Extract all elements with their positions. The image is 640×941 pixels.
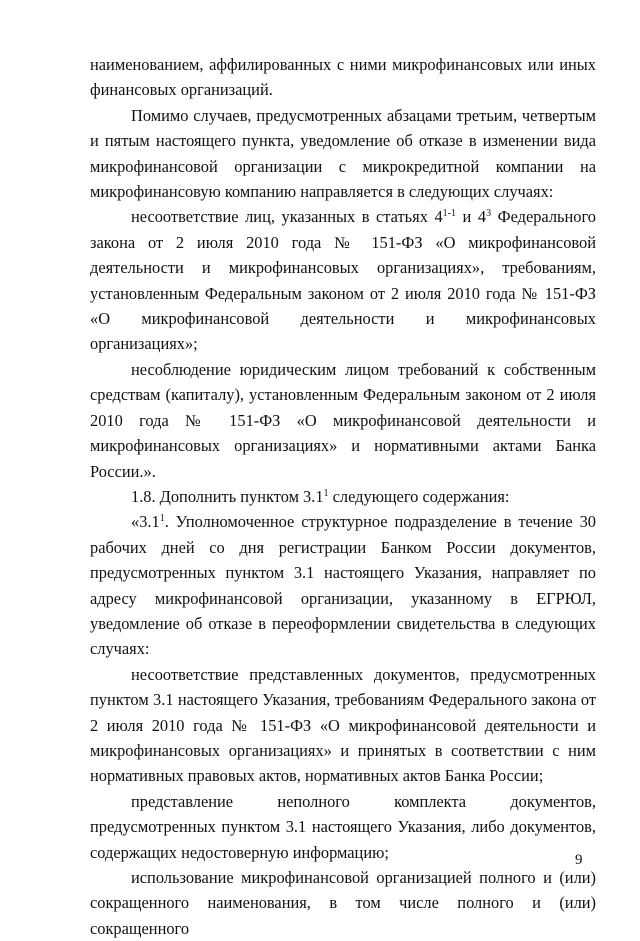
paragraph <box>90 509 596 661</box>
paragraph-text: 1.8. Дополнить пунктом 3.1 <box>131 486 324 506</box>
paragraph <box>90 484 596 509</box>
paragraph-text: . Уполномоченное структурное подразделение в течение 30 рабочих дней со дня регистрации Банком России документов, предусмотренных пунктом 3.1 настоящего Указания, направляет по адресу микрофинансовой организации, указанному в ЕГРЮЛ, уведомление об отказе в переоформлении свидетельства в следующих случаях: <box>90 512 596 659</box>
paragraph <box>90 204 596 356</box>
paragraph-text: несоответствие лиц, указанных в статьях 4 <box>131 207 443 227</box>
paragraph <box>90 789 596 865</box>
superscript: 1-1 <box>442 208 456 220</box>
paragraph-text: несоблюдение юридическим лицом требований к собственным средствам (капиталу), установленным Федеральным законом от 2 июля 2010 года № 151-ФЗ «О микрофинансовой деятельности и микрофинансовых организациях» и нормативными актами Банка России.». <box>90 359 596 481</box>
superscript: 1 <box>323 487 329 499</box>
paragraph <box>90 662 596 789</box>
paragraph <box>90 865 596 941</box>
paragraph-text: следующего содержания: <box>328 486 510 506</box>
superscript: 3 <box>486 208 492 220</box>
paragraph-text: «3.1 <box>131 512 160 532</box>
paragraph-text: использование микрофинансовой организацией полного и (или) сокращенного наименования, в том числе полного и (или) сокращенного <box>90 868 596 938</box>
paragraph-text: Помимо случаев, предусмотренных абзацами третьим, четвертым и пятым настоящего пункта, уведомление об отказе в изменении вида микрофинансовой организации с микрокредитной компании на микрофинансовую компанию направляется в следующих случаях: <box>90 105 596 202</box>
paragraph-text: несоответствие представленных документов, предусмотренных пунктом 3.1 настоящего Указания, требованиям Федерального закона от 2 июля 2010 года № 151-ФЗ «О микрофинансовой деятельности и микрофинансовых организациях» и принятых в соответствии с ним нормативных правовых актов, нормативных актов Банка России; <box>90 664 596 786</box>
paragraph-text: и 4 <box>455 207 487 227</box>
paragraph-text: представление неполного комплекта документов, предусмотренных пунктом 3.1 настоящего Указания, либо документов, содержащих недостоверную информацию; <box>90 791 596 862</box>
page-number: 9 <box>575 852 583 868</box>
paragraph <box>90 52 596 103</box>
paragraph-text: наименованием, аффилированных с ними микрофинансовых или иных финансовых организаций. <box>90 55 596 100</box>
paragraph <box>90 103 596 205</box>
paragraph <box>90 357 596 484</box>
superscript: 1 <box>159 513 165 525</box>
paragraph-text: Федерального закона от 2 июля 2010 года № 151-ФЗ «О микрофинансовой деятельности и микрофинансовых организациях», требованиям, установленным Федеральным законом от 2 июля 2010 года № 151-ФЗ «О микрофинансовой деятельности и микрофинансовых организациях»; <box>90 207 596 354</box>
document-body <box>90 52 596 941</box>
